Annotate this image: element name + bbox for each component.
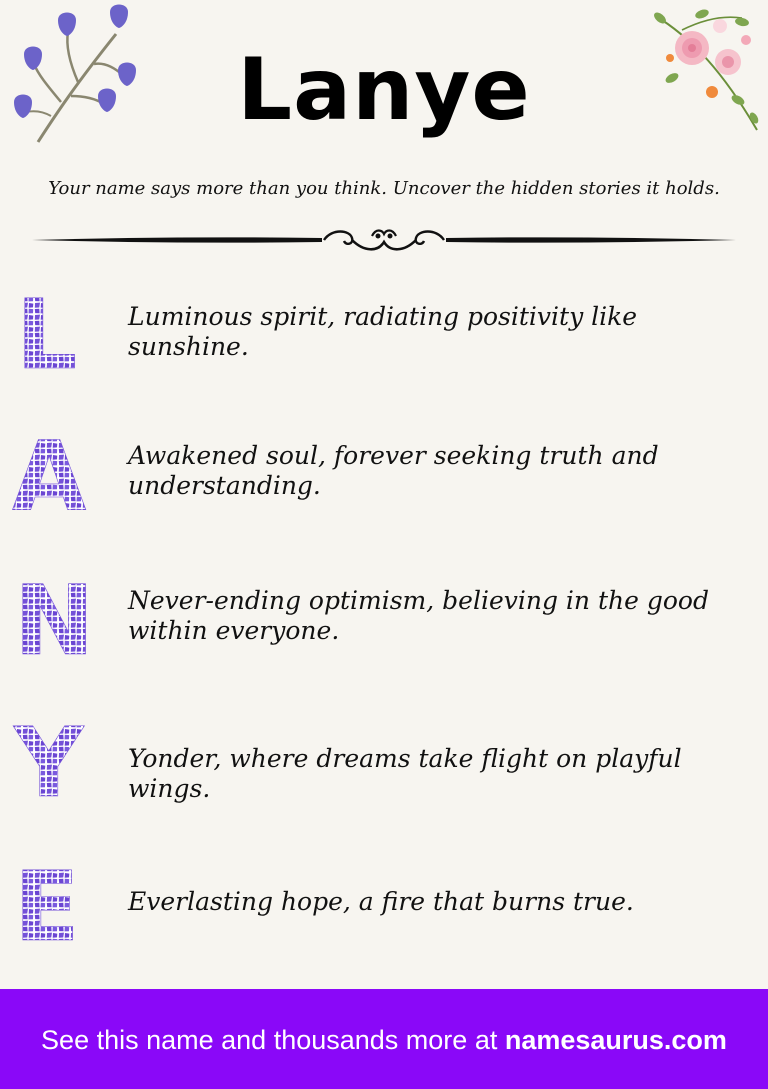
letter-l-description: Luminous spirit, radiating positivity like sunshine. <box>128 302 638 361</box>
ornamental-divider-icon <box>32 222 736 258</box>
tagline: Your name says more than you think. Uncover the hidden stories it holds. <box>48 178 720 199</box>
letter-e-icon <box>10 860 100 950</box>
letter-n-description: Never-ending optimism, believing in the good within everyone. <box>128 586 709 645</box>
letter-a-description: Awakened soul, forever seeking truth and understanding. <box>128 441 659 500</box>
svg-text:N: N <box>14 574 95 664</box>
page-title: Lanye <box>237 40 531 140</box>
footer-site-link[interactable]: namesaurus.com <box>504 1025 727 1055</box>
footer-text <box>0 1024 768 1056</box>
letter-n-icon <box>10 574 100 664</box>
svg-text:Y: Y <box>14 716 84 806</box>
svg-text:L: L <box>16 290 78 380</box>
letter-y-description: Yonder, where dreams take flight on playful wings. <box>128 744 682 803</box>
svg-text:E: E <box>14 860 80 950</box>
footer-prefix: See this name and thousands more at <box>41 1025 505 1055</box>
letter-y-icon <box>10 716 100 806</box>
svg-text:A: A <box>12 430 87 520</box>
letter-a-icon <box>10 430 100 520</box>
letter-l-icon <box>10 290 100 380</box>
letter-e-description: Everlasting hope, a fire that burns true. <box>128 887 634 916</box>
